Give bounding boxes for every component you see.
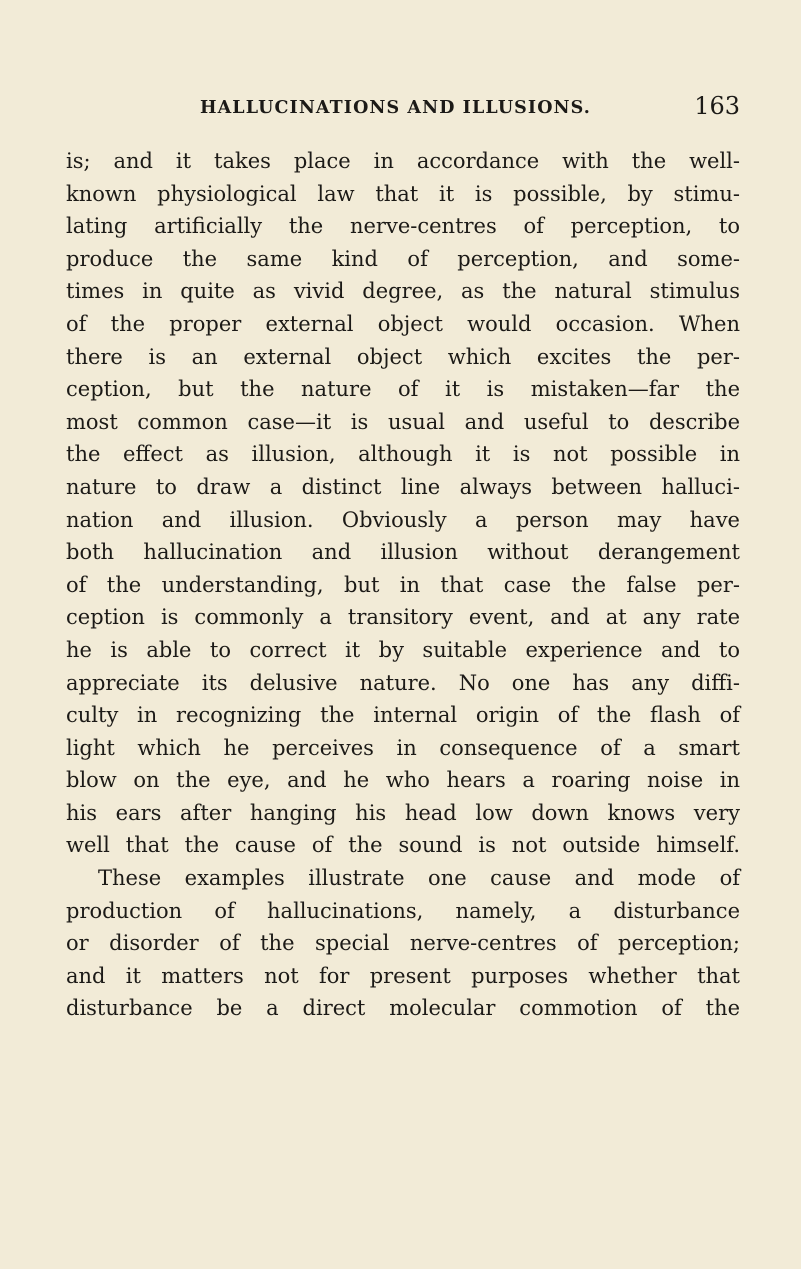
text-line: disturbance be a direct molecular commotion of the [66,996,740,1021]
text-line: or disorder of the special nerve-centres of perception; [66,931,740,956]
text-line: production of hallucinations, namely, a disturbance [66,898,740,923]
text-line: of the understanding, but in that case the false per- [66,572,740,597]
text-line: nature to draw a distinct line always between halluci- [66,474,740,499]
text-line: blow on the eye, and he who hears a roaring noise in [66,768,740,793]
text-line: his ears after hanging his head low down knows very [66,800,740,825]
text-line: and it matters not for present purposes whether that [66,963,740,988]
text-line: light which he perceives in consequence of a smart [66,735,740,760]
text-line: nation and illusion. Obviously a person may have [66,507,740,532]
text-line: there is an external object which excites the per- [66,344,740,369]
text-line: is; and it takes place in accordance with the well- [66,149,740,173]
paragraph-start-line: These examples illustrate one cause and mode of [98,866,740,891]
text-line: ception is commonly a transitory event, and at any rate [66,605,740,630]
page-number: 163 [694,92,740,120]
body-text [66,145,740,1025]
text-line: the effect as illusion, although it is not possible in [66,442,740,467]
page-header [200,92,740,132]
text-line: both hallucination and illusion without derangement [66,540,740,565]
text-line: well that the cause of the sound is not outside himself. [66,833,740,858]
text-line: appreciate its delusive nature. No one has any diffi- [66,670,740,695]
text-line: most common case—it is usual and useful to describe [66,409,740,434]
text-line: culty in recognizing the internal origin of the flash of [66,703,740,728]
text-line: produce the same kind of perception, and some- [66,246,740,271]
text-line: of the proper external object would occasion. When [66,311,740,336]
text-line: known physiological law that it is possible, by stimu- [66,181,740,206]
text-line: lating artificially the nerve-centres of perception, to [66,214,740,239]
running-title: HALLUCINATIONS AND ILLUSIONS. [200,98,591,118]
text-line: times in quite as vivid degree, as the natural stimulus [66,279,740,304]
text-line: ception, but the nature of it is mistaken—far the [66,377,740,402]
text-line: he is able to correct it by suitable experience and to [66,637,740,662]
